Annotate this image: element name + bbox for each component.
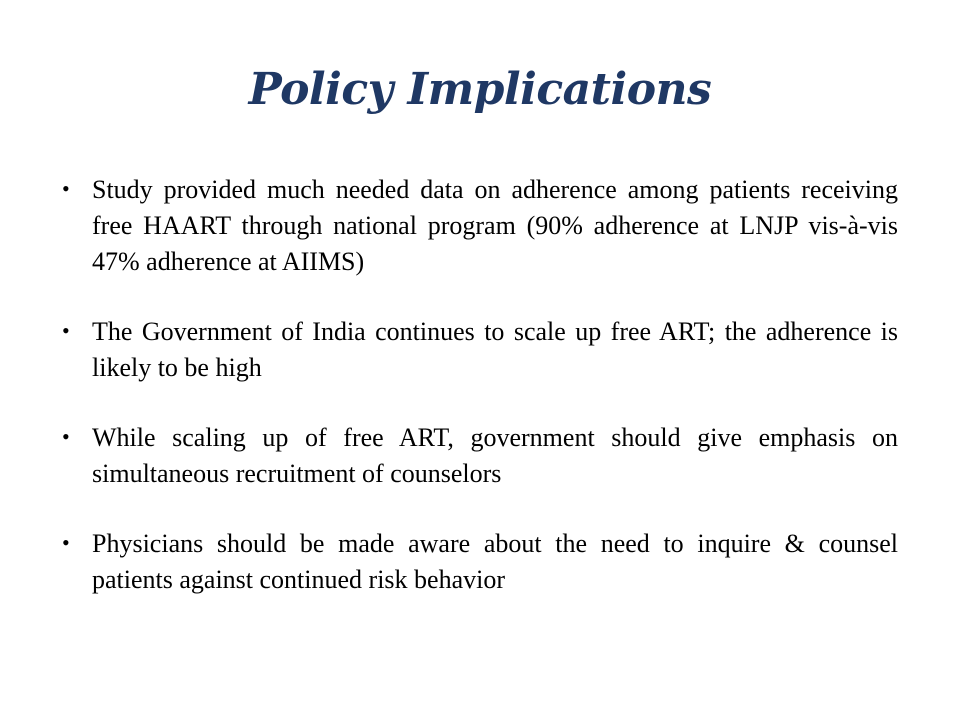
bullet-text-3: While scaling up of free ART, government should give emphasis on simultaneous recruitment of counselors: [92, 423, 898, 488]
bullet-list: [60, 172, 898, 632]
bullet-item-4: [60, 526, 898, 598]
bullet-text-4: Physicians should be made aware about the need to inquire & counsel patients against continued risk behavior: [92, 529, 898, 594]
bullet-dot-icon: •: [62, 176, 70, 201]
bullet-text-1: Study provided much needed data on adherence among patients receiving free HAART through national program (90% adherence at LNJP vis-à-vis 47% adherence at AIIMS): [92, 175, 898, 276]
bullet-text-2: The Government of India continues to scale up free ART; the adherence is likely to be high: [92, 317, 898, 382]
bullet-item-3: [60, 420, 898, 492]
bullet-dot-icon: •: [62, 424, 70, 449]
bullet-dot-icon: •: [62, 530, 70, 555]
bullet-item-1: [60, 172, 898, 280]
bullet-dot-icon: •: [62, 318, 70, 343]
slide-title: Policy Implications: [248, 64, 712, 115]
bullet-item-2: [60, 314, 898, 386]
